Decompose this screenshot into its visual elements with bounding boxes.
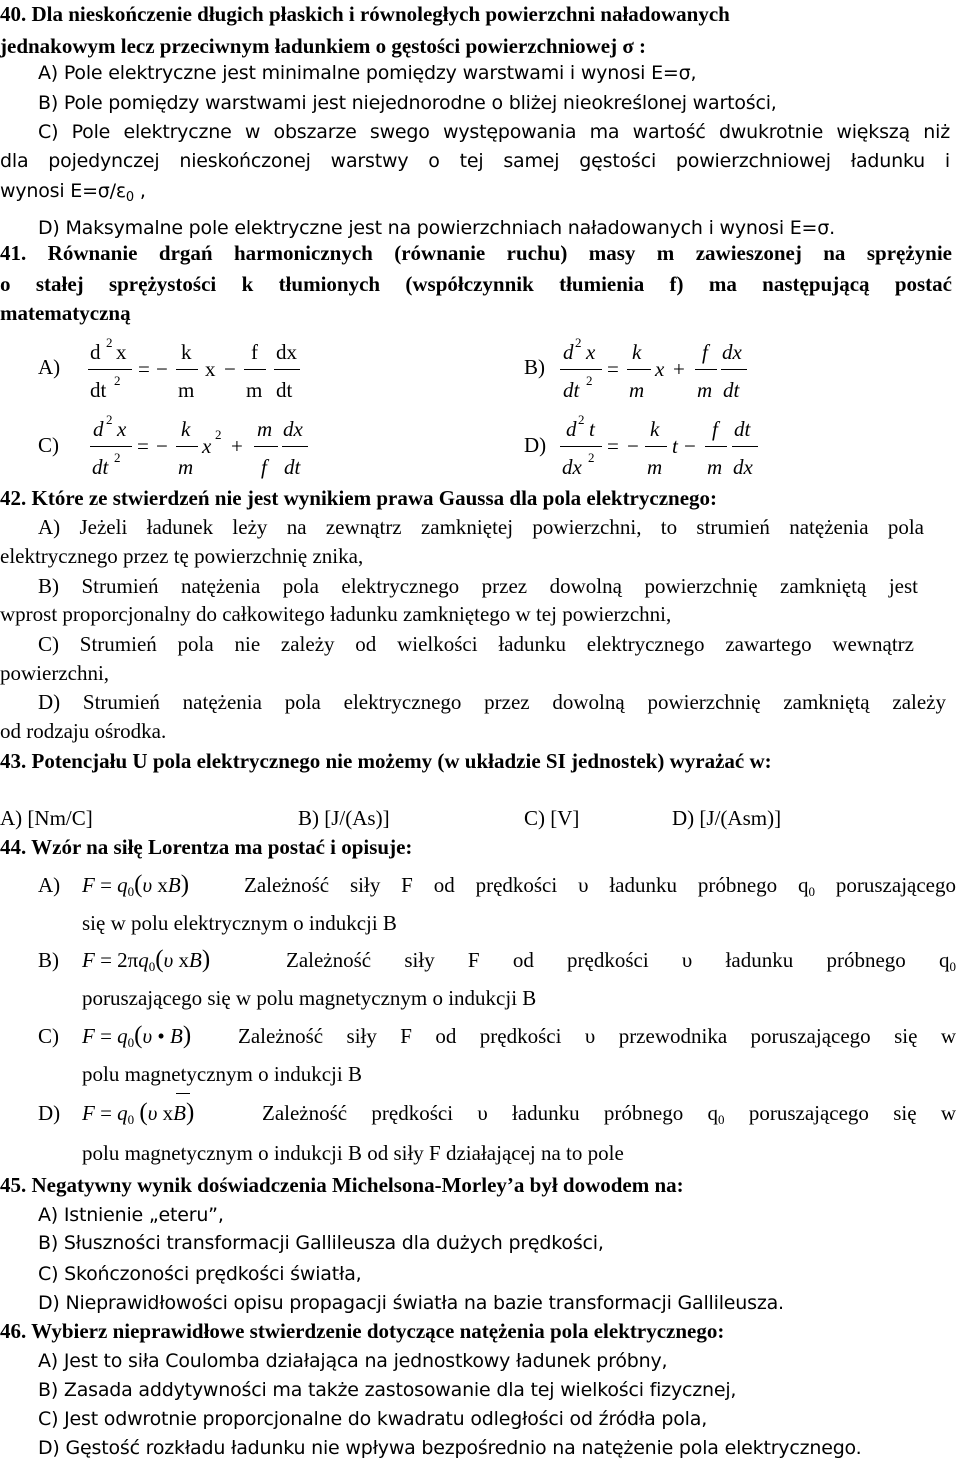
fc-n3: m	[257, 417, 273, 441]
fc-n4: dx	[283, 417, 303, 441]
fb-n2: k	[632, 340, 642, 364]
q41-title-line1: 41. Równanie drgań harmonicznych (równanie ruchu) masy m zawieszonej na sprężynie	[0, 241, 952, 265]
q45-option-a: A) Istnienie „eteru”,	[38, 1204, 224, 1226]
q41-title-line2: o stałej sprężystości k tłumionych (współczynnik tłumienia f) ma następującą postać	[0, 272, 952, 296]
q40-option-d: D) Maksymalne pole elektryczne jest na powierzchniach naładowanych i wynosi E=σ.	[38, 217, 835, 239]
q40-option-c-line1: C) Pole elektryczne w obszarze swego występowania ma wartość dwukrotnie większą niż	[38, 121, 950, 143]
q44-option-b-text-line2: poruszającego się w polu magnetycznym o indukcji B	[82, 986, 537, 1010]
q44-option-d-text-line1: Zależność prędkości υ ładunku próbnego $q_0$ poruszającego się w	[262, 1101, 956, 1127]
q45-option-c: C) Skończoności prędkości światła,	[38, 1263, 362, 1285]
fd-n4: dt	[734, 417, 751, 441]
fa-d2: m	[178, 378, 195, 402]
fd-bar3	[705, 446, 727, 447]
fa-bar2	[176, 369, 198, 370]
fa-n4: dx	[276, 340, 297, 364]
q43-option-a: A) [Nm/C]	[0, 806, 93, 830]
fb-eq: =	[607, 357, 619, 381]
q40-option-c-line3: wynosi $E=\sigma/\varepsilon_0$ ,	[0, 180, 146, 205]
fb-bar4	[721, 369, 747, 370]
fa-eq: =	[138, 357, 150, 381]
fc-mid-sup: 2	[215, 427, 222, 442]
fa-minus1: −	[156, 357, 168, 381]
q44-formula-b: $F = 2\pi q_0(\upsilon$ xB)	[82, 946, 211, 974]
fc-d4: dt	[284, 455, 301, 479]
q42-option-d-line1: D) Strumień natężenia pola elektrycznego przez dowolną powierzchnię zamkniętą zależy	[38, 690, 946, 714]
q43-title: 43. Potencjału U pola elektrycznego nie możemy (w układzie SI jednostek) wyrażać w:	[0, 749, 772, 773]
fc-bar2	[176, 446, 198, 447]
fa-n1: d	[90, 340, 101, 364]
fa-d4: dt	[276, 378, 293, 402]
q44-option-c-text-line1: Zależność siły F od prędkości υ przewodnika poruszającego się w	[238, 1024, 956, 1048]
q42-option-a-line1: A) Jeżeli ładunek leży na zewnątrz zamkniętej powierzchni, to strumień natężenia pola	[38, 515, 924, 539]
q43-option-c: C) [V]	[524, 806, 580, 830]
q44-title: 44. Wzór na siłę Lorentza ma postać i opisuje:	[0, 835, 413, 859]
fd-eq: =	[607, 434, 619, 458]
fb-bar2	[627, 369, 651, 370]
fd-n2: k	[650, 417, 660, 441]
fc-d2: m	[178, 455, 194, 479]
q42-option-b-line1: B) Strumień natężenia pola elektrycznego przez dowolną powierzchnię zamkniętą jest	[38, 574, 918, 598]
fa-d3: m	[246, 378, 263, 402]
fa-d1-sup: 2	[114, 373, 121, 388]
q40-option-a: A) Pole elektryczne jest minimalne pomiędzy warstwami i wynosi E=σ,	[38, 62, 697, 84]
q45-option-d: D) Nieprawidłowości opisu propagacji światła na bazie transformacji Gallileusza.	[38, 1292, 784, 1314]
fd-d1-sup: 2	[588, 450, 595, 465]
fc-d1: dt	[92, 455, 109, 479]
fc-bar4	[282, 446, 308, 447]
fd-n1-var: t	[589, 417, 595, 441]
fd-bar4	[732, 446, 758, 447]
q44-option-d-text-line2: polu magnetycznym o indukcji B od siły F działającej na to pole	[82, 1141, 624, 1165]
fa-bar3	[244, 369, 266, 370]
q42-option-d-line2: od rodzaju ośrodka.	[0, 719, 167, 743]
fa-n1-var: x	[116, 340, 127, 364]
fd-minus1: −	[627, 434, 639, 458]
fb-d3: m	[697, 378, 713, 402]
fc-n1-var: x	[117, 417, 127, 441]
q46-option-a: A) Jest to siła Coulomba działająca na jednostkowy ładunek próbny,	[38, 1350, 668, 1372]
q40-title-line1: 40. Dla nieskończenie długich płaskich i równoległych powierzchni naładowanych	[0, 2, 730, 26]
q41-label-c: C)	[38, 433, 59, 457]
q42-option-a-line2: elektrycznego przez tę powierzchnię znika,	[0, 544, 364, 568]
fc-n1-sup: 2	[106, 412, 113, 427]
fb-d1-sup: 2	[586, 373, 593, 388]
fa-minus2: −	[224, 357, 236, 381]
fb-d4: dt	[723, 378, 740, 402]
q41-label-d: D)	[524, 433, 547, 457]
q44-formula-c: $F = q_0(\upsilon$ • B)	[82, 1022, 192, 1050]
fa-bar1	[88, 369, 132, 370]
fc-bar3	[254, 446, 278, 447]
fd-n1-sup: 2	[578, 412, 585, 427]
fc-n2: k	[181, 417, 191, 441]
fc-n1: d	[93, 417, 104, 441]
q44-formula-a: $F = q_0(\upsilon$ xB)	[82, 871, 190, 899]
fa-n1-sup: 2	[106, 335, 113, 350]
fd-bar1	[560, 446, 602, 447]
q45-option-b: B) Słuszności transformacji Gallileusza dla dużych prędkości,	[38, 1232, 604, 1254]
q44-label-a: A)	[38, 873, 61, 897]
q42-option-c-line1: C) Strumień pola nie zależy od wielkości ładunku elektrycznego zawartego wewnątrz	[38, 632, 914, 656]
q41-label-a: A)	[38, 355, 61, 379]
fa-mid: x	[205, 357, 216, 381]
fa-bar4	[274, 369, 300, 370]
fd-d1: dx	[562, 455, 582, 479]
fa-d1: dt	[90, 378, 107, 402]
fd-d2: m	[647, 455, 663, 479]
fd-d4: dx	[733, 455, 753, 479]
q43-option-b: B) [J/(As)]	[298, 806, 390, 830]
q44-option-a-text-line2: się w polu elektrycznym o indukcji B	[82, 911, 397, 935]
q40-option-b: B) Pole pomiędzy warstwami jest niejednorodne o bliżej nieokreślonej wartości,	[38, 92, 777, 114]
q40-option-c-line2: dla pojedynczej nieskończonej warstwy o tej samej gęstości powierzchniowej ładunku i	[0, 150, 950, 172]
fc-eq: =	[137, 434, 149, 458]
fb-bar3	[695, 369, 717, 370]
q46-option-c: C) Jest odwrotnie proporcjonalne do kwadratu odległości od źródła pola,	[38, 1408, 708, 1430]
fa-n2: k	[181, 340, 192, 364]
q44-formula-d-vector-bar	[176, 1093, 190, 1094]
fc-bar1	[90, 446, 132, 447]
q43-option-d: D) [J/(Asm)]	[672, 806, 782, 830]
q44-formula-d: $F = q_0$ (υ xB)	[82, 1099, 195, 1127]
q44-label-d: D)	[38, 1101, 61, 1125]
q42-option-b-line2: wprost proporcjonalny do całkowitego ładunku zamkniętego w tej powierzchni,	[0, 602, 672, 626]
fd-minus2: −	[684, 434, 696, 458]
q44-label-c: C)	[38, 1024, 59, 1048]
fb-d1: dt	[563, 378, 580, 402]
q46-option-d: D) Gęstość rozkładu ładunku nie wpływa bezpośrednio na natężenie pola elektrycznego.	[38, 1437, 862, 1459]
fd-n3: f	[712, 417, 718, 441]
fa-n3: f	[251, 340, 258, 364]
q44-option-b-text-line1: Zależność siły F od prędkości υ ładunku próbnego $q_0$	[286, 948, 956, 974]
q44-label-b: B)	[38, 948, 59, 972]
fc-minus1: −	[156, 434, 168, 458]
fb-n1: d	[563, 340, 574, 364]
q46-option-b: B) Zasada addytywności ma także zastosowanie dla tej wielkości fizycznej,	[38, 1379, 737, 1401]
fd-n1: d	[566, 417, 577, 441]
fb-n1-sup: 2	[575, 335, 582, 350]
fb-mid: x	[655, 357, 665, 381]
fd-bar2	[645, 446, 667, 447]
fc-plus: +	[231, 434, 243, 458]
fc-mid: x	[202, 434, 212, 458]
fb-plus: +	[673, 357, 685, 381]
fc-d3: f	[261, 455, 267, 479]
fb-n4: dx	[722, 340, 742, 364]
fb-n3: f	[702, 340, 708, 364]
q42-option-c-line2: powierzchni,	[0, 661, 110, 685]
fb-d2: m	[629, 378, 645, 402]
fd-d3: m	[707, 455, 723, 479]
q42-title: 42. Które ze stwierdzeń nie jest wynikiem prawa Gaussa dla pola elektrycznego:	[0, 486, 718, 510]
q46-title: 46. Wybierz nieprawidłowe stwierdzenie dotyczące natężenia pola elektrycznego:	[0, 1319, 725, 1343]
fb-n1-var: x	[586, 340, 596, 364]
q44-option-c-text-line2: polu magnetycznym o indukcji B	[82, 1062, 362, 1086]
fc-d1-sup: 2	[114, 450, 121, 465]
fb-bar1	[560, 369, 602, 370]
q41-label-b: B)	[524, 355, 545, 379]
q44-option-a-text-line1: Zależność siły F od prędkości υ ładunku próbnego $q_0$ poruszającego	[244, 873, 956, 899]
q40-title-line2: jednakowym lecz przeciwnym ładunkiem o gęstości powierzchniowej σ :	[0, 34, 647, 58]
q45-title: 45. Negatywny wynik doświadczenia Michelsona-Morley’a był dowodem na:	[0, 1173, 684, 1197]
q41-title-line3: matematyczną	[0, 301, 131, 325]
fd-mid: t	[672, 434, 678, 458]
